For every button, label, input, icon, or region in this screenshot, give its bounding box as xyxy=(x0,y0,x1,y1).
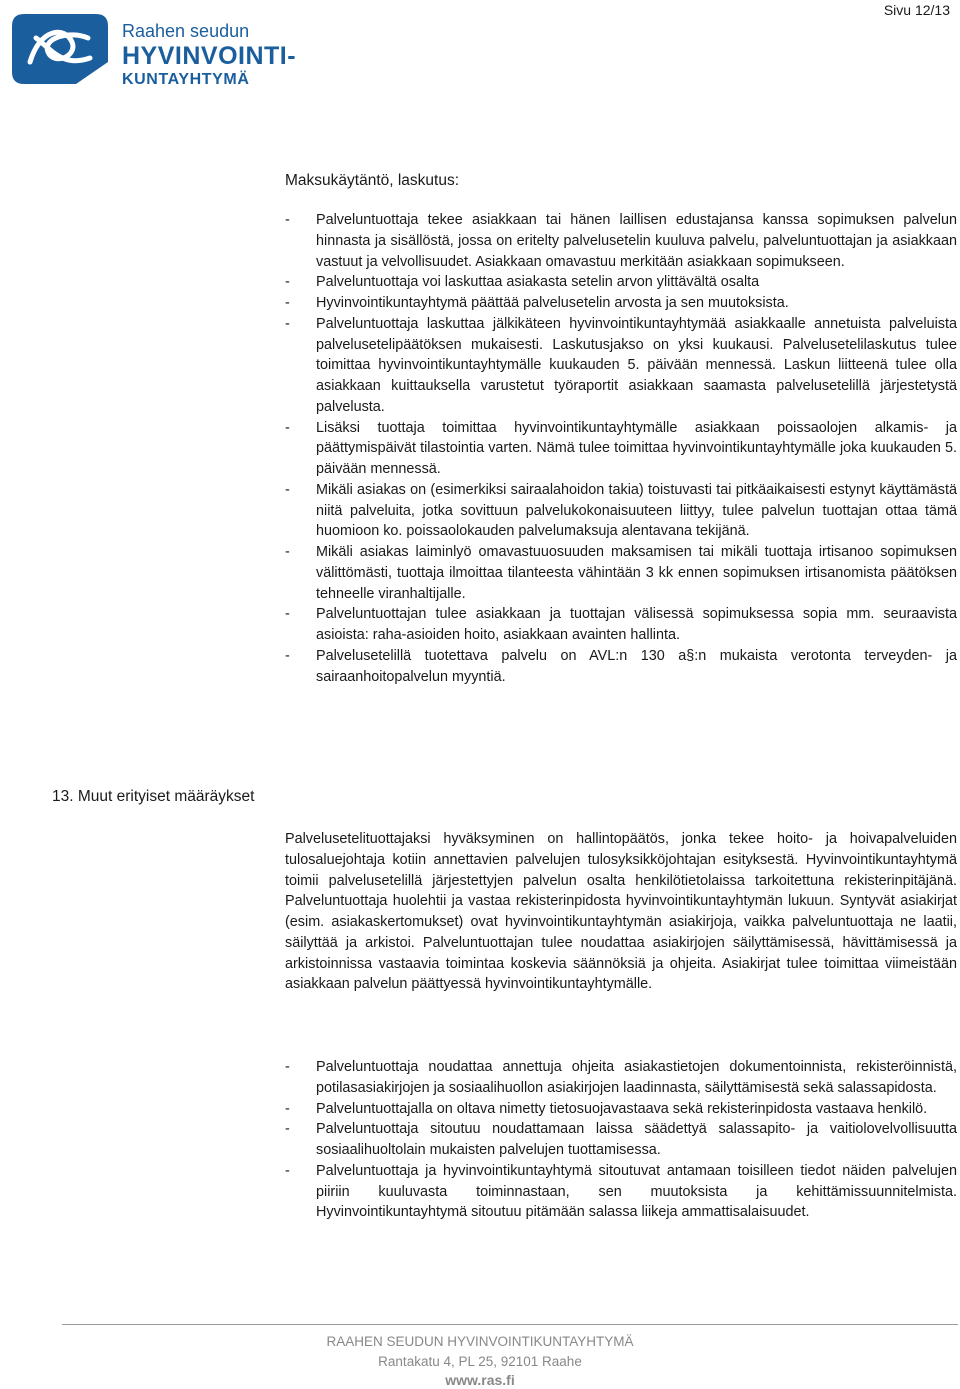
list-item: - Palvelusetelillä tuotettava palvelu on AVL:n 130 a§:n mukaista verotonta terveyden- ja sairaanhoitopalvelun myyntiä. xyxy=(285,647,957,685)
logo-text-line3: KUNTAYHTYMÄ xyxy=(122,71,250,88)
list-item-text: Palveluntuottajan tulee asiakkaan ja tuottajan välisessä sopimuksessa sopia mm. seuraavista asioista: raha-asioiden hoito, asiakkaan avainten hallinta. xyxy=(316,606,957,643)
list-item: - Palveluntuottaja tekee asiakkaan tai hänen laillisen edustajansa kanssa sopimuksen palvelun hinnasta ja sisällöstä, jossa on eritelty palvelusetelin kuuluva palvelu, palveluntuottajan ja asiakkaan vastuut ja velvollisuudet. Asiakkaan omavastuu merkitään asiakkaan sopimukseen. xyxy=(285,212,957,270)
list-item: - Palveluntuottaja sitoutuu noudattamaan laissa säädettyä salassapito- ja vaitiolovelvollisuutta sosiaalihuoltolain mukaisten palvelujen tuottamisessa. xyxy=(285,1121,957,1158)
paragraph-text: Palvelusetelituottajaksi hyväksyminen on hallintopäätös, jonka tekee hoito- ja hoivapalveluiden tulosaluejohtaja kotiin annettavien palvelujen tulosyksikköjohtajan esityksestä. Hyvinvointikuntayhtymä toimii palvelusetelillä järjestettyjen palvelun osalta henkilötietolaissa tarkoitettuna rekisterinpitäjänä. Palveluntuottaja huolehtii ja vastaa rekisterinpidosta hyvinvointikuntayhtymän lukuun. Syntyvät asiakirjat (esim. asiakaskertomukset) ovat hyvinvointikuntayhtymän asiakirjoja, vaikka palveluntuottaja ne laatii, säilyttää ja arkistoi. Palveluntuottajan tulee noudattaa asiakirjojen säilyttämisessä, hävittämisessä ja arkistoinnissa vastaavia toimintaa koskevia säännöksiä ja ohjeita. Asiakirjat tulee toimittaa viimeistään asiakkaan palvelun päättyessä hyvinvointikuntayhtymälle. xyxy=(285,831,957,993)
list-item-text: Hyvinvointikuntayhtymä päättää palvelusetelin arvosta ja sen muutoksista. xyxy=(316,295,789,311)
list-item: - Mikäli asiakas on (esimerkiksi sairaalahoidon takia) toistuvasti tai pitkäaikaisesti estynyt käyttämästä niitä palveluita, jotka sovittuun palvelukokonaisuuteen liittyy, tulee palvelun tuottajan ottaa tämä huomioon ko. poissaolokauden palvelumaksuja alentavana tekijänä. xyxy=(285,481,957,540)
footer-address: Rantakatu 4, PL 25, 92101 Raahe xyxy=(378,1354,582,1369)
list-item: - Palveluntuottajalla on oltava nimetty tietosuojavastaava sekä rekisterinpidosta vastaava henkilö. xyxy=(285,1100,928,1117)
list-item-text: Mikäli asiakas laiminlyö omavastuuosuuden maksamisen tai mikäli tuottaja irtisanoo sopimuksen välittömästi, tuottaja ilmoittaa tilanteesta vähintään 3 kk ennen sopimuksen irtisanomista päätöksen tehneelle viranhaltijalle. xyxy=(316,544,957,602)
list-item: - Palveluntuottaja noudattaa annettuja ohjeita asiakastietojen dokumentoinnista, rekisteröinnistä, potilasasiakirjojen ja sosiaalihuollon asiakirjojen laadinnasta, säilyttämisestä sekä salassapidosta. xyxy=(285,1059,957,1096)
section-title: Maksukäytäntö, laskutus: xyxy=(285,172,460,189)
list-item-text: Palveluntuottaja sitoutuu noudattamaan laissa säädettyä salassapito- ja vaitiolovelvollisuutta sosiaalihuoltolain mukaisten palvelujen tuottamisessa. xyxy=(316,1121,957,1158)
logo-text-line1: Raahen seudun xyxy=(122,21,250,41)
list-item-text: Palveluntuottajalla on oltava nimetty tietosuojavastaava sekä rekisterinpidosta vastaava henkilö. xyxy=(316,1100,928,1117)
section-13-heading: 13. Muut erityiset määräykset xyxy=(52,788,255,805)
logo-text-line2: HYVINVOINTI- xyxy=(122,42,297,70)
organization-logo xyxy=(10,8,300,88)
list-item-text: Palveluntuottaja voi laskuttaa asiakasta setelin arvon ylittävältä osalta xyxy=(316,274,760,291)
list-item: - Palveluntuottaja laskuttaa jälkikäteen hyvinvointikuntayhtymää asiakkaalle annetuista palveluista palvelusetelipäätöksen mukaisesti. Laskutusjakso on yksi kuukausi. Palvelusetelilaskutus tulee toimittaa hyvinvointikuntayhtymälle kuukauden 5. päivään mennessä. Laskun liitteenä tulee olla asiakkaan kuittauksella varustetut työraportit asiakkaan saamasta palvelusetelillä järjestetystä palvelusta. xyxy=(285,315,957,415)
list-item-text: Mikäli asiakas on (esimerkiksi sairaalahoidon takia) toistuvasti tai pitkäaikaisesti estynyt käyttämästä niitä palveluita, jotka sovittuun palvelukokonaisuuteen liittyy, tulee palvelun tuottajan ottaa tämä huomioon ko. poissaolokauden palvelumaksuja alentavana tekijänä. xyxy=(316,481,957,540)
footer-organization: RAAHEN SEUDUN HYVINVOINTIKUNTAYHTYMÄ xyxy=(326,1334,634,1349)
list-item-text: Palveluntuottaja tekee asiakkaan tai hänen laillisen edustajansa kanssa sopimuksen palvelun hinnasta ja sisällöstä, jossa on eritelty palvelusetelin kuuluva palvelu, palveluntuottajan ja asiakkaan vastuut ja velvollisuudet. Asiakkaan omavastuu merkitään asiakkaan sopimukseen. xyxy=(316,212,957,270)
list-item: - Mikäli asiakas laiminlyö omavastuuosuuden maksamisen tai mikäli tuottaja irtisanoo sopimuksen välittömästi, tuottaja ilmoittaa tilanteesta vähintään 3 kk ennen sopimuksen irtisanomista päätöksen tehneelle viranhaltijalle. xyxy=(285,544,957,602)
list-item-text: Palveluntuottaja ja hyvinvointikuntayhtymä sitoutuvat antamaan toisilleen tiedot näiden palvelujen piiriin kuuluvasta toiminnastaan, sen muutoksista ja kehittämissuunnitelmista. Hyvinvointikuntayhtymä sitoutuu pitämään salassa liikeja ammattisalaisuudet. xyxy=(316,1162,957,1221)
list-item-text: Palveluntuottaja laskuttaa jälkikäteen hyvinvointikuntayhtymää asiakkaalle annetuista palveluista palvelusetelipäätöksen mukaisesti. Laskutusjakso on yksi kuukausi. Palvelusetelilaskutus tulee toimittaa hyvinvointikuntayhtymälle kuukauden 5. päivään mennessä. Laskun liitteenä tulee olla asiakkaan kuittauksella varustetut työraportit asiakkaan saamasta palvelusetelillä järjestetystä palvelusta. xyxy=(316,315,957,415)
footer-website-link[interactable]: www.ras.fi xyxy=(445,1372,515,1388)
list-item: - Hyvinvointikuntayhtymä päättää palvelusetelin arvosta ja sen muutoksista. xyxy=(285,295,789,311)
list-item-text: Palveluntuottaja noudattaa annettuja ohjeita asiakastietojen dokumentoinnista, rekisteröinnistä, potilasasiakirjojen ja sosiaalihuollon asiakirjojen laadinnasta, säilyttämisestä sekä salassapidosta. xyxy=(316,1059,957,1096)
page-number: Sivu 12/13 xyxy=(883,2,950,18)
list-item: - Palveluntuottaja voi laskuttaa asiakasta setelin arvon ylittävältä osalta xyxy=(285,274,760,291)
section-13-list xyxy=(285,1057,957,1223)
section-13-paragraph xyxy=(285,829,957,995)
knot-logo-icon xyxy=(10,8,110,88)
list-item: - Palveluntuottajan tulee asiakkaan ja tuottajan välisessä sopimuksessa sopia mm. seuraavista asioista: raha-asioiden hoito, asiakkaan avainten hallinta. xyxy=(285,606,957,643)
footer-divider xyxy=(62,1324,958,1325)
list-item-text: Palvelusetelillä tuotettava palvelu on AVL:n 130 a§:n mukaista verotonta terveyden- ja sairaanhoitopalvelun myyntiä. xyxy=(316,647,957,685)
list-item: - Lisäksi tuottaja toimittaa hyvinvointikuntayhtymälle asiakkaan poissaolojen alkamis- ja päättymispäivät tilastointia varten. Nämä tulee toimittaa hyvinvointikuntayhtymälle joka kuukauden 5. päivään mennessä. xyxy=(285,419,957,477)
list-item: - Palveluntuottaja ja hyvinvointikuntayhtymä sitoutuvat antamaan toisilleen tiedot näiden palvelujen piiriin kuuluvasta toiminnastaan, sen muutoksista ja kehittämissuunnitelmista. Hyvinvointikuntayhtymä sitoutuu pitämään salassa liikeja ammattisalaisuudet. xyxy=(285,1162,957,1221)
list-item-text: Lisäksi tuottaja toimittaa hyvinvointikuntayhtymälle asiakkaan poissaolojen alkamis- ja päättymispäivät tilastointia varten. Nämä tulee toimittaa hyvinvointikuntayhtymälle joka kuukauden 5. päivään mennessä. xyxy=(316,419,957,477)
billing-list xyxy=(285,210,957,687)
